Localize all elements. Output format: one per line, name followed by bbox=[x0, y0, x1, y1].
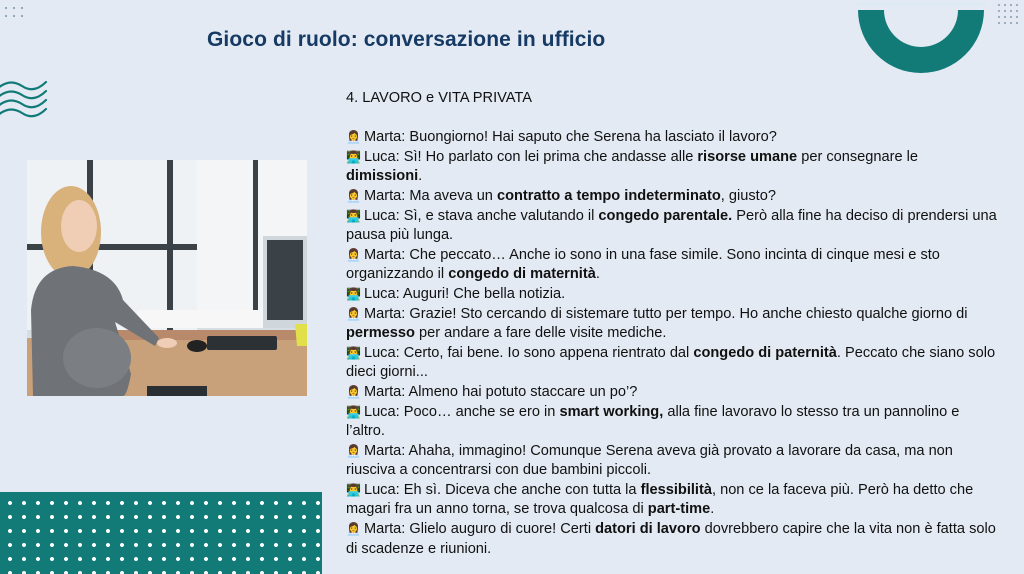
dialogue-text-segment: Luca: Sì! Ho parlato con lei prima che andasse alle bbox=[363, 148, 698, 165]
key-term: congedo di paternità bbox=[693, 344, 837, 361]
dialogue-line-luca bbox=[346, 207, 998, 246]
slide-title: Gioco di ruolo: conversazione in ufficio bbox=[207, 28, 606, 51]
dialogue-text-segment: Però alla fine ha deciso di prendersi una pausa più lunga. bbox=[346, 207, 997, 244]
dialogue-text-segment: Luca: Eh sì. Diceva che anche con tutta la bbox=[363, 481, 641, 498]
key-term: permesso bbox=[346, 325, 415, 342]
dialogue-line-marta bbox=[346, 246, 998, 285]
dialogue-line-luca bbox=[346, 403, 998, 442]
key-term: flessibilità bbox=[640, 481, 712, 498]
man-technologist-icon: 👨‍💻 bbox=[346, 286, 360, 301]
dot-pattern-top-right bbox=[996, 2, 1022, 24]
dialogue-line-marta bbox=[346, 442, 998, 481]
dialogue-text-segment: Marta: Ma aveva un bbox=[363, 187, 497, 204]
woman-office-worker-icon: 👩‍💼 bbox=[346, 247, 360, 262]
dot-pattern-top-left bbox=[2, 4, 24, 22]
woman-office-worker-icon: 👩‍💼 bbox=[346, 188, 360, 203]
woman-office-worker-icon: 👩‍💼 bbox=[346, 522, 360, 537]
key-term: congedo di maternità bbox=[448, 266, 596, 283]
dialogue-text-segment: . Peccato che siano solo dieci giorni... bbox=[346, 344, 996, 381]
woman-office-worker-icon: 👩‍💼 bbox=[346, 384, 360, 399]
dialogue-text-segment: Marta: Almeno hai potuto staccare un po’? bbox=[363, 383, 638, 400]
key-term: congedo parentale. bbox=[598, 207, 733, 224]
section-title: 4. LAVORO e VITA PRIVATA bbox=[346, 90, 532, 106]
man-technologist-icon: 👨‍💻 bbox=[346, 208, 360, 223]
dialogue-line-luca bbox=[346, 148, 998, 187]
dialogue-text-segment: Marta: Glielo auguro di cuore! Certi bbox=[363, 521, 596, 538]
man-technologist-icon: 👨‍💻 bbox=[346, 482, 360, 497]
dialogue-text-segment: . bbox=[710, 501, 715, 518]
dialogue-text-segment: Marta: Che peccato… Anche io sono in una fase simile. Sono incinta di cinque mesi e sto organizzando il bbox=[346, 246, 940, 283]
dialogue-text-segment: Luca: Certo, fai bene. Io sono appena rientrato dal bbox=[363, 344, 694, 361]
dialogue-text-segment: Luca: Sì, e stava anche valutando il bbox=[363, 207, 599, 224]
man-technologist-icon: 👨‍💻 bbox=[346, 149, 360, 164]
key-term: contratto a tempo indeterminato bbox=[496, 187, 721, 204]
key-term: part-time bbox=[647, 501, 711, 518]
dialogue-line-marta bbox=[346, 128, 998, 148]
dialogue-text-segment: Marta: Grazie! Sto cercando di sistemare tutto per tempo. Ho anche chiesto qualche giorno di bbox=[363, 305, 968, 322]
dialogue-line-luca bbox=[346, 344, 998, 383]
teal-arc-decoration bbox=[854, 0, 988, 74]
dialogue-text-segment: dovrebbero capire che la vita non è fatta solo di scadenze e riunioni. bbox=[346, 521, 996, 557]
dialogue-text-segment: . bbox=[595, 266, 600, 283]
office-photo bbox=[27, 160, 307, 396]
key-term: datori di lavoro bbox=[595, 521, 701, 538]
woman-office-worker-icon: 👩‍💼 bbox=[346, 443, 360, 458]
key-term: risorse umane bbox=[697, 148, 798, 165]
key-term: dimissioni bbox=[346, 168, 419, 185]
dotted-teal-block bbox=[0, 492, 322, 574]
dialogue-text-segment: , giusto? bbox=[720, 187, 776, 204]
dialogue-line-marta bbox=[346, 520, 998, 559]
man-technologist-icon: 👨‍💻 bbox=[346, 404, 360, 419]
woman-office-worker-icon: 👩‍💼 bbox=[346, 306, 360, 321]
dialogue-text-segment: Marta: Ahaha, immagino! Comunque Serena aveva già provato a lavorare da casa, ma non riusciva a concentrarsi con due bambini piccoli. bbox=[346, 442, 953, 479]
wave-lines-decoration bbox=[0, 78, 48, 126]
dialogue-text-segment: Luca: Auguri! Che bella notizia. bbox=[363, 285, 566, 302]
dialogue-text-segment: alla fine lavoravo lo stesso tra un pannolino e l’altro. bbox=[346, 403, 960, 440]
dialogue-text bbox=[346, 89, 998, 559]
woman-office-worker-icon: 👩‍💼 bbox=[346, 130, 360, 145]
dialogue-text-segment: , non ce la faceva più. Però ha detto che magari fra un anno torna, se trova qualcosa di bbox=[346, 481, 974, 518]
dialogue-line-marta bbox=[346, 187, 998, 207]
dialogue-text-segment: per andare a fare delle visite mediche. bbox=[414, 325, 667, 342]
dialogue-line-luca bbox=[346, 481, 998, 520]
dialogue-text-segment: Luca: Poco… anche se ero in bbox=[363, 403, 560, 420]
dialogue-line-marta bbox=[346, 383, 998, 403]
dialogue-line-marta bbox=[346, 305, 998, 344]
man-technologist-icon: 👨‍💻 bbox=[346, 345, 360, 360]
dialogue-text-segment: per consegnare le bbox=[797, 148, 919, 165]
key-term: smart working, bbox=[559, 403, 664, 420]
dialogue-line-luca bbox=[346, 285, 998, 305]
dialogue-text-segment: . bbox=[418, 168, 423, 185]
dialogue-text-segment: Marta: Buongiorno! Hai saputo che Serena ha lasciato il lavoro? bbox=[363, 129, 777, 146]
